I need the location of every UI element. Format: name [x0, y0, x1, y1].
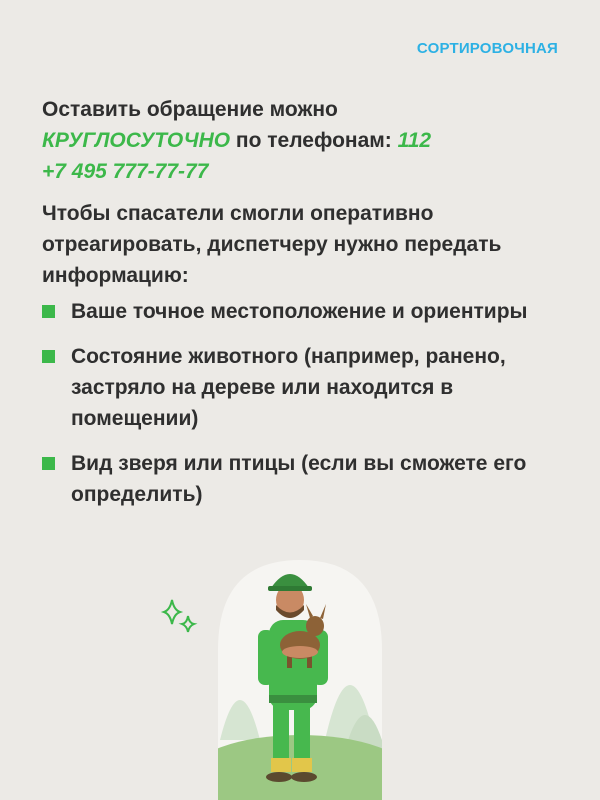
list-item [42, 448, 572, 510]
phone-112: 112 [397, 129, 432, 152]
bullet-square-icon [42, 350, 55, 363]
list-item-text: Состояние животного (например, ранено, застряло на дереве или находится в помещении) [71, 345, 506, 430]
bullet-square-icon [42, 305, 55, 318]
list-item-text: Вид зверя или птицы (если вы сможете его определить) [71, 452, 527, 506]
sparkle-icon [164, 600, 194, 632]
list-item [42, 296, 572, 327]
bullet-square-icon [42, 457, 55, 470]
instructions-lead: Чтобы спасатели смогли оперативно отреагировать, диспетчеру нужно передать информацию: [42, 202, 502, 287]
contact-info [42, 94, 562, 187]
info-list [42, 296, 572, 524]
phones-label: по телефонам: [230, 129, 398, 152]
phone-moscow: +7 495 777-77-77 [42, 160, 209, 183]
intro-text: Оставить обращение можно [42, 98, 338, 121]
list-item [42, 341, 572, 434]
list-item-text: Ваше точное местоположение и ориентиры [71, 300, 528, 323]
round-the-clock-text: КРУГЛОСУТОЧНО [42, 129, 231, 152]
brand-label: СОРТИРОВОЧНАЯ [416, 40, 558, 57]
rescuer-holding-deer-illustration [150, 540, 450, 800]
